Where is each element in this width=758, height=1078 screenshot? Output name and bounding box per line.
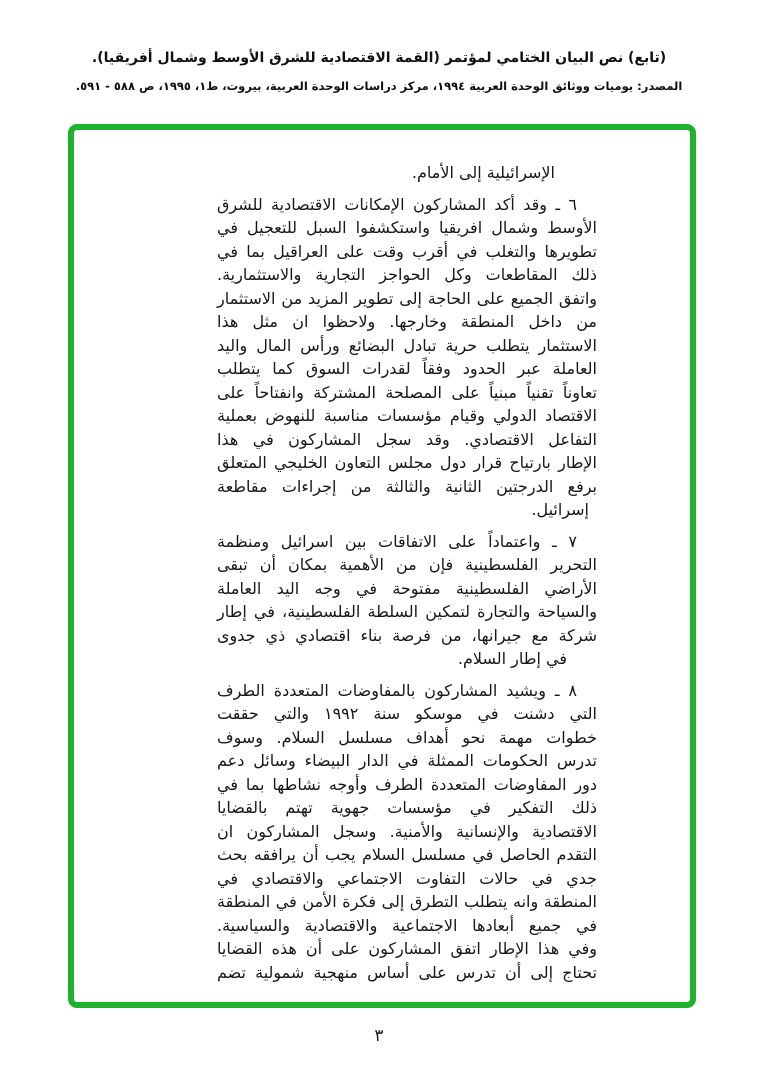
text-line: الأوسط وشمال افريقيا واستكشفوا السبل للتعجيل في	[217, 218, 597, 237]
text-line: برفع الدرجتين الثانية والثالثة من إجراءات مقاطعة	[217, 476, 597, 496]
text-line: التقدم الحاصل في مسلسل السلام يجب أن يرافقه بحث	[217, 845, 597, 864]
text-line: المنطقة وانه يتطلب التطرق إلى فكرة الأمن في المنطقة	[217, 892, 597, 911]
paragraph-continuation-ending	[217, 161, 597, 185]
text-line: في إطار السلام.	[457, 649, 567, 668]
text-line: تدرس الحكومات الممثلة في الدار البيضاء وسائل دعم	[217, 751, 597, 770]
text-line: وفي هذا الإطار اتفق المشاركون على أن هذه القضايا	[217, 939, 597, 958]
text-line: إسرائيل.	[531, 500, 589, 519]
text-line: ٦ ـ وقد أكد المشاركون الإمكانات الاقتصادية للشرق	[217, 194, 577, 214]
document-source-citation: المصدر: يوميات ووثائق الوحدة العربية ١٩٩٤، مركز دراسات الوحدة العربية، بيروت، ط١، ١٩٩٥، ص ٥٨٨ - ٥٩١.	[75, 79, 683, 93]
paragraph-clause-8	[217, 679, 597, 985]
text-line: تطويرها والتغلب في أقرب وقت على العراقيل بما في	[217, 241, 597, 261]
text-line: شركة مع جيرانها، من فرصة بناء اقتصادي ذي جدوى	[217, 625, 597, 645]
text-line: والسياحة والتجارة لتمكين السلطة الفلسطينية، في إطار	[217, 602, 597, 621]
text-line: الإطار بارتياح قرار دول مجلس التعاون الخليجي المتعلق	[217, 453, 597, 472]
text-line: الأراضي الفلسطينية مفتوحة في وجه اليد العاملة	[217, 578, 597, 598]
text-line: الاستثمار يتطلب حرية تبادل البضائع ورأس المال واليد	[217, 335, 597, 355]
paragraph-clause-7	[217, 530, 597, 671]
text-line: ٧ ـ واعتماداً على الاتفاقات بين اسرائيل ومنظمة	[217, 531, 577, 551]
text-line: خطوات مهمة نحو أهداف مسلسل السلام. وسوف	[217, 727, 597, 747]
text-line: ٨ ـ ويشيد المشاركون بالمفاوضات المتعددة الطرف	[217, 680, 577, 700]
text-line: الاقتصادية والإنسانية والأمنية. وسجل المشاركون ان	[217, 821, 597, 841]
text-line: التفاعل الاقتصادي. وقد سجل المشاركون في هذا	[217, 429, 597, 449]
text-line: التحرير الفلسطينية فإن من الأهمية بمكان أن تبقى	[217, 555, 597, 574]
text-line: تحتاج إلى أن تدرس على أساس منهجية شمولية تضم	[217, 962, 597, 982]
document-body	[217, 161, 597, 984]
text-line: تعاوناً تقنياً مبنياً على المصلحة المشتركة وانفتاحاً على	[217, 382, 597, 402]
text-line: في جميع أبعادها الاجتماعية والاقتصادية والسياسية.	[217, 915, 597, 935]
text-line: الاقتصاد الدولي وقيام مؤسسات مناسبة للنهوض بعملية	[217, 406, 597, 425]
text-line: الإسرائيلية إلى الأمام.	[411, 163, 555, 182]
text-line: دور المفاوضات المتعددة الطرف وأوجه نشاطها بما في	[217, 774, 597, 794]
document-header-title: (تابع) نص البيان الختامي لمؤتمر (القمة الاقتصادية للشرق الأوسط وشمال أفريقيا).	[91, 50, 667, 66]
text-line: العاملة عبر الحدود وفقاً لقدرات السوق كما يتطلب	[217, 359, 597, 378]
page-number: ٣	[374, 1026, 384, 1046]
text-line: ذلك التفكير في مؤسسات جهوية تهتم بالقضايا	[217, 798, 597, 817]
text-line: واتفق الجميع على الحاجة إلى تطوير المزيد من الاستثمار	[217, 288, 597, 308]
text-line: التي دشنت في موسكو سنة ١٩٩٢ والتي حققت	[217, 704, 598, 723]
text-line: جدي في حالات التفاوت الاجتماعي والاقتصادي في	[217, 868, 597, 888]
paragraph-clause-6	[217, 193, 597, 522]
text-line: ذلك المقاطعات وكل الحواجز التجارية والاستثمارية.	[217, 265, 597, 284]
text-line: من داخل المنطقة وخارجها. ولاحظوا ان مثل هذا	[217, 312, 597, 331]
